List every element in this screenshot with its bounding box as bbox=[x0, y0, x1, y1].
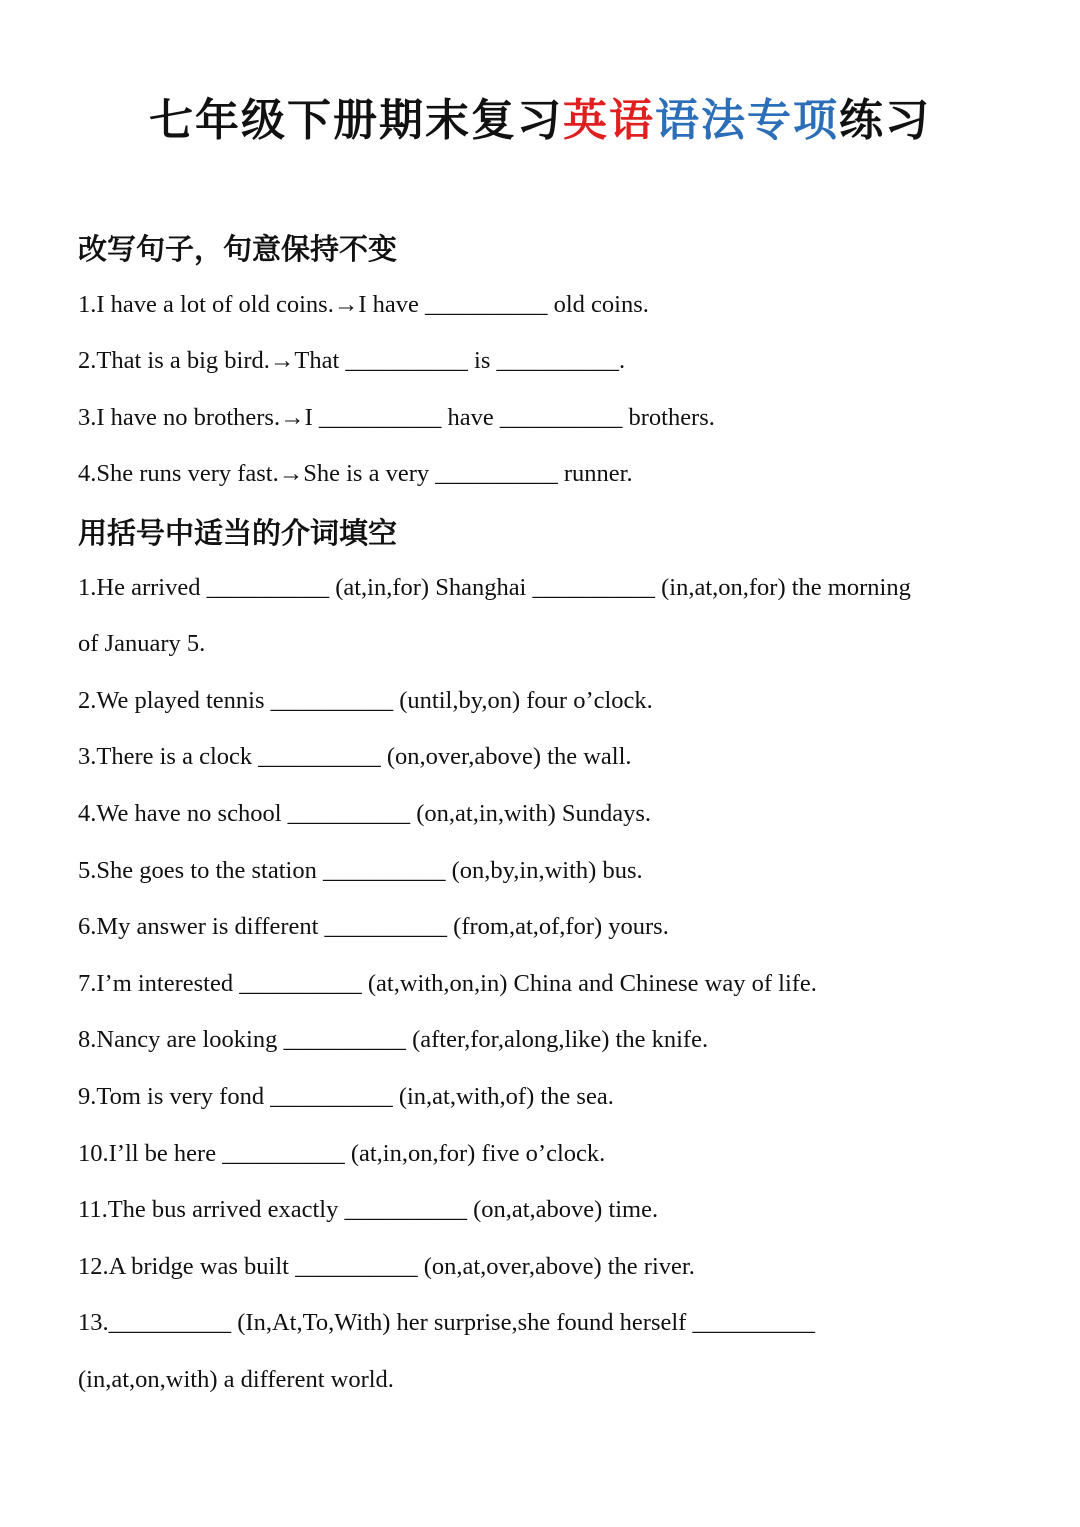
exercise-line: 12.A bridge was built __________ (on,at,over,above) the river. bbox=[78, 1253, 695, 1280]
exercise-line: 7.I’m interested __________ (at,with,on,in) China and Chinese way of life. bbox=[78, 970, 817, 997]
exercise-line: 3.There is a clock __________ (on,over,above) the wall. bbox=[78, 743, 632, 770]
exercise-line: 8.Nancy are looking __________ (after,for,along,like) the knife. bbox=[78, 1026, 709, 1053]
title-part-4: 练习 bbox=[839, 95, 931, 146]
exercise-line: 9.Tom is very fond __________ (in,at,with,of) the sea. bbox=[78, 1083, 614, 1110]
exercise-line: 6.My answer is different __________ (from,at,of,for) yours. bbox=[78, 913, 669, 940]
page-title bbox=[0, 86, 1080, 156]
exercise-line: 2.We played tennis __________ (until,by,on) four o’clock. bbox=[78, 687, 653, 714]
exercise-line: 13.__________ (In,At,To,With) her surprise,she found herself __________ bbox=[78, 1309, 815, 1336]
title-part-3: 语法专项 bbox=[655, 95, 839, 146]
exercise-line: 5.She goes to the station __________ (on,by,in,with) bus. bbox=[78, 857, 643, 884]
exercise-line: 10.I’ll be here __________ (at,in,on,for) five o’clock. bbox=[78, 1140, 606, 1167]
title-part-1: 七年级下册期末复习 bbox=[149, 95, 563, 146]
section-2-heading: 用括号中适当的介词填空 bbox=[78, 516, 398, 550]
exercise-line: 1.He arrived __________ (at,in,for) Shanghai __________ (in,at,on,for) the morning bbox=[78, 574, 911, 601]
exercise-line: 4.She runs very fast.→She is a very __________ runner. bbox=[78, 460, 633, 487]
exercise-line: (in,at,on,with) a different world. bbox=[78, 1366, 394, 1393]
section-1-heading: 改写句子，句意保持不变 bbox=[78, 232, 398, 266]
exercise-line: of January 5. bbox=[78, 630, 206, 657]
exercise-line: 1.I have a lot of old coins.→I have __________ old coins. bbox=[78, 291, 649, 318]
exercise-line: 3.I have no brothers.→I __________ have __________ brothers. bbox=[78, 404, 715, 431]
exercise-line: 2.That is a big bird.→That __________ is __________. bbox=[78, 347, 626, 374]
title-part-2: 英语 bbox=[563, 95, 655, 146]
exercise-line: 4.We have no school __________ (on,at,in,with) Sundays. bbox=[78, 800, 652, 827]
exercise-line: 11.The bus arrived exactly __________ (on,at,above) time. bbox=[78, 1196, 659, 1223]
